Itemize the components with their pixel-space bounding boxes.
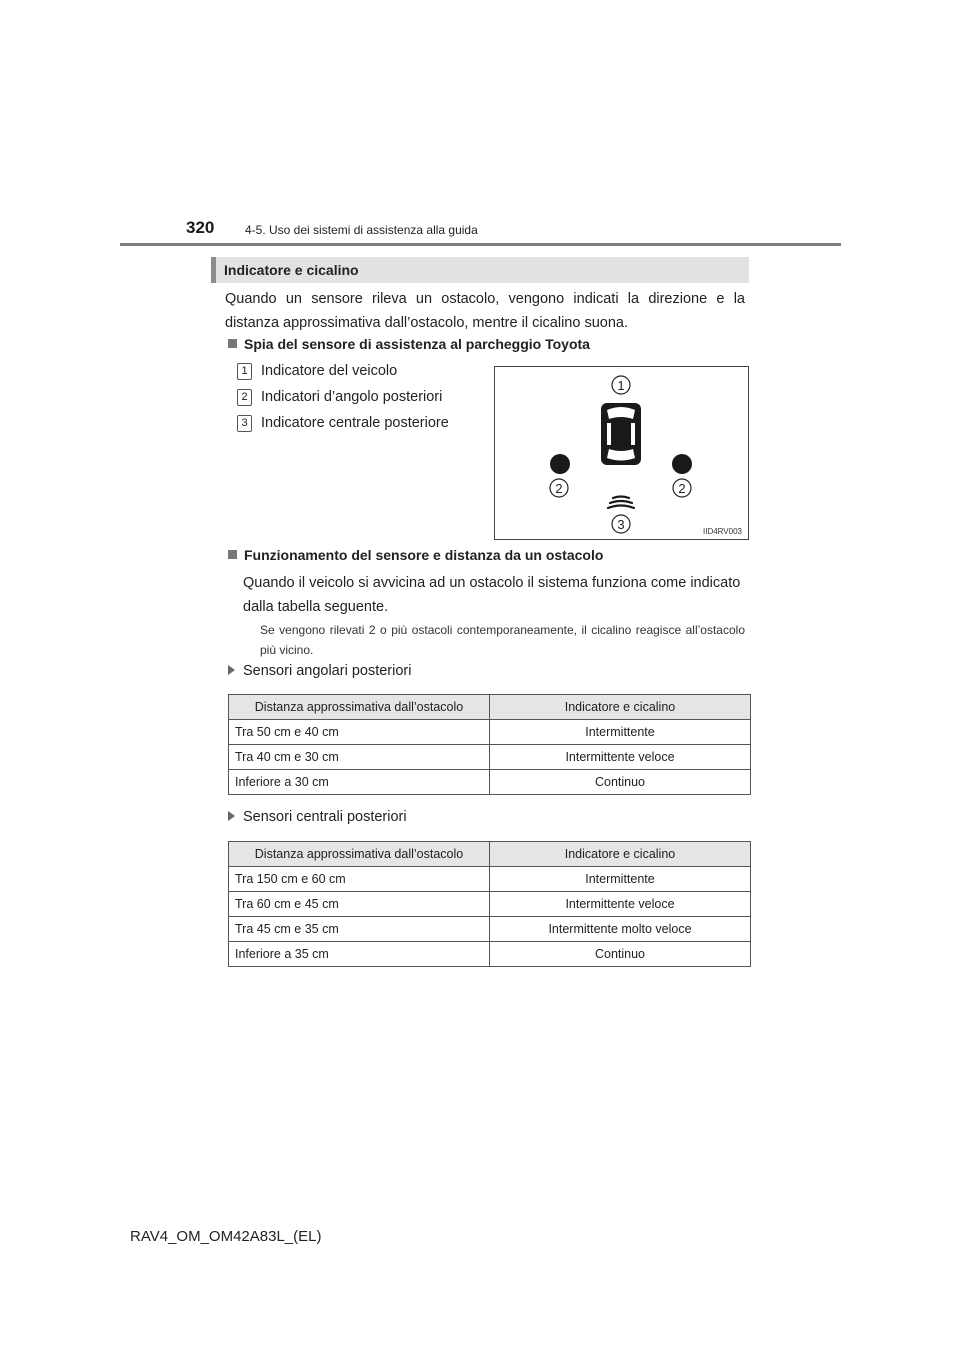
callout-number: 2 [555, 481, 563, 496]
triangle-bullet-icon [228, 665, 235, 675]
illustration-code: IID4RV003 [703, 527, 742, 536]
legend-item [237, 415, 449, 432]
callout-number: 1 [617, 378, 625, 393]
distance-cell: Tra 150 cm e 60 cm [229, 867, 490, 892]
parking-sensor-diagram [495, 367, 748, 539]
square-bullet-icon [228, 339, 237, 348]
corner-sensors-table [228, 694, 751, 795]
indicator-cell: Intermittente veloce [490, 892, 751, 917]
table-heading [228, 663, 411, 679]
table-row [229, 770, 751, 795]
distance-cell: Tra 60 cm e 45 cm [229, 892, 490, 917]
indicator-cell: Continuo [490, 770, 751, 795]
table-row [229, 867, 751, 892]
table-row [229, 720, 751, 745]
callout-number-badge: 3 [237, 415, 252, 432]
rear-corner-indicator-left-icon [550, 454, 570, 474]
legend-item [237, 389, 442, 406]
table-header-row [229, 842, 751, 867]
rear-corner-indicator-right-icon [672, 454, 692, 474]
table-header-row [229, 695, 751, 720]
header-divider [120, 243, 841, 246]
distance-cell: Inferiore a 30 cm [229, 770, 490, 795]
callout-number-badge: 1 [237, 363, 252, 380]
rear-center-indicator-icon [608, 497, 634, 509]
table-row [229, 745, 751, 770]
column-header: Distanza approssimativa dall’ostacolo [229, 695, 490, 720]
column-header: Distanza approssimativa dall’ostacolo [229, 842, 490, 867]
indicator-cell: Intermittente [490, 867, 751, 892]
indicator-cell: Intermittente molto veloce [490, 917, 751, 942]
intro-paragraph: Quando un sensore rileva un ostacolo, vengono indicati la direzione e la distanza approssimativa dall’ostacolo, mentre il cicalino suona. [225, 291, 745, 331]
funzionamento-heading [228, 547, 603, 563]
triangle-bullet-icon [228, 811, 235, 821]
center-sensors-table [228, 841, 751, 967]
table-heading [228, 809, 407, 825]
column-header: Indicatore e cicalino [490, 842, 751, 867]
section-title: Indicatore e cicalino [224, 262, 359, 278]
callout-number: 2 [678, 481, 686, 496]
breadcrumb: 4-5. Uso dei sistemi di assistenza alla guida [245, 223, 478, 237]
callout-number: 3 [617, 517, 625, 532]
funzionamento-paragraph: Quando il veicolo si avvicina ad un ostacolo il sistema funziona come indicato dalla tabella seguente. [243, 575, 741, 615]
distance-cell: Tra 40 cm e 30 cm [229, 745, 490, 770]
callout-number-badge: 2 [237, 389, 252, 406]
section-accent [211, 257, 216, 283]
table-row [229, 942, 751, 967]
square-bullet-icon [228, 550, 237, 559]
spia-heading [228, 336, 590, 352]
distance-cell: Tra 50 cm e 40 cm [229, 720, 490, 745]
indicator-cell: Intermittente [490, 720, 751, 745]
legend-label: Indicatore del veicolo [261, 363, 398, 379]
table-row [229, 892, 751, 917]
parking-sensor-illustration [494, 366, 749, 540]
manual-code-footer: RAV4_OM_OM42A83L_(EL) [130, 1228, 322, 1245]
legend-item [237, 363, 397, 380]
vehicle-indicator-icon [601, 403, 641, 465]
legend-label: Indicatori d’angolo posteriori [261, 389, 443, 405]
section-header-bar [211, 257, 749, 283]
indicator-cell: Continuo [490, 942, 751, 967]
table-heading-text: Sensori angolari posteriori [243, 663, 412, 679]
note-paragraph: Se vengono rilevati 2 o più ostacoli contemporaneamente, il cicalino reagisce all’ostacolo più vicino. [260, 623, 745, 657]
distance-cell: Tra 45 cm e 35 cm [229, 917, 490, 942]
table-row [229, 917, 751, 942]
column-header: Indicatore e cicalino [490, 695, 751, 720]
page-number: 320 [186, 218, 215, 237]
spia-heading-text: Spia del sensore di assistenza al parcheggio Toyota [244, 336, 590, 352]
legend-label: Indicatore centrale posteriore [261, 415, 449, 431]
distance-cell: Inferiore a 35 cm [229, 942, 490, 967]
table-heading-text: Sensori centrali posteriori [243, 809, 407, 825]
funzionamento-heading-text: Funzionamento del sensore e distanza da un ostacolo [244, 547, 604, 563]
indicator-cell: Intermittente veloce [490, 745, 751, 770]
